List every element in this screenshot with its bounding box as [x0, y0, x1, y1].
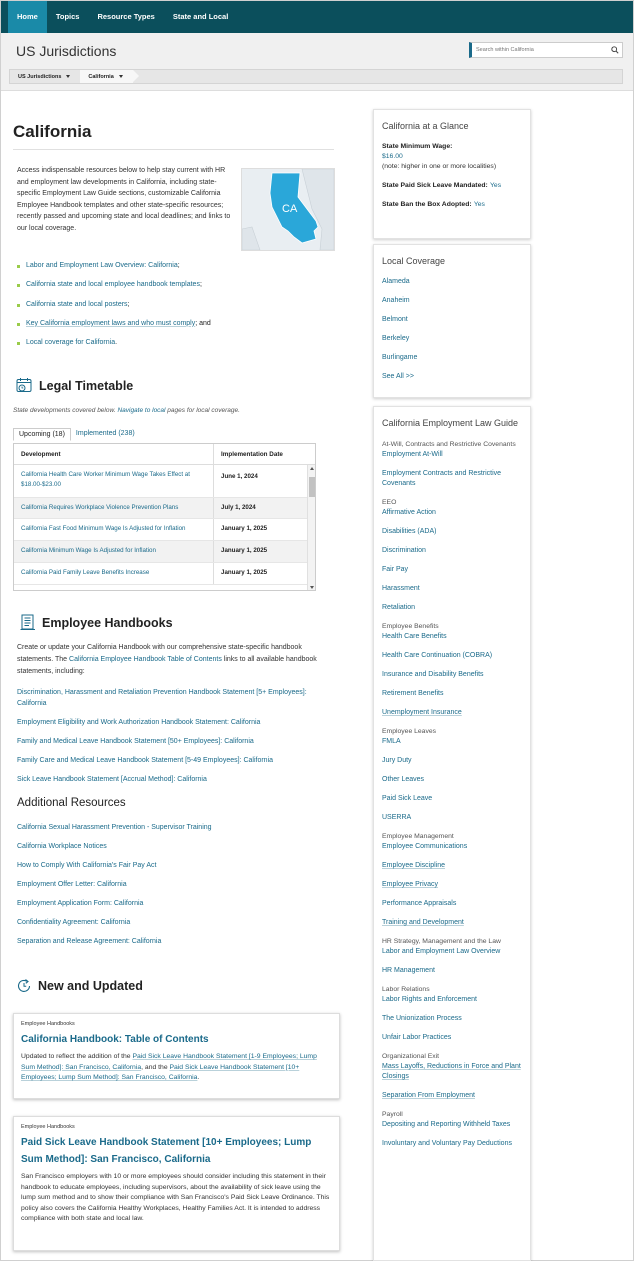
guide-group-label: HR Strategy, Management and the Law [382, 938, 501, 945]
list-item [17, 281, 337, 300]
guide-link[interactable]: Separation From Employment [382, 1092, 475, 1099]
handbook-link[interactable]: Employment Eligibility and Work Authorization Handbook Statement: California [17, 719, 261, 726]
development-link[interactable]: California Minimum Wage Is Adjusted for Inflation [14, 541, 214, 562]
handbook-link[interactable]: Discrimination, Harassment and Retaliation Prevention Handbook Statement [5+ Employees]: California [17, 689, 307, 707]
table-scrollbar[interactable] [307, 465, 315, 591]
calendar-clock-icon [16, 377, 33, 394]
resource-link[interactable]: California Workplace Notices [17, 843, 107, 850]
intro-links [17, 262, 337, 358]
guide-link[interactable]: Health Care Continuation (COBRA) [382, 652, 493, 659]
column-header-date: Implementation Date [221, 451, 283, 458]
implementation-date: January 1, 2025 [221, 569, 268, 576]
guide-link[interactable]: Mass Layoffs, Reductions in Force and Plant Closings [382, 1063, 521, 1080]
guide-link[interactable]: Discrimination [382, 547, 426, 554]
scrollbar-thumb[interactable] [309, 477, 315, 497]
map-state-label: CA [282, 203, 298, 215]
breadcrumb-label: US Jurisdictions [18, 73, 62, 80]
list-item [17, 339, 337, 358]
guide-link[interactable]: Employee Privacy [382, 881, 439, 888]
link-suffix: ; [199, 281, 202, 289]
bullet-icon [17, 284, 20, 287]
guide-link[interactable]: Other Leaves [382, 776, 425, 783]
guide-link[interactable]: The Unionization Process [382, 1015, 462, 1022]
guide-link[interactable]: Depositing and Reporting Withheld Taxes [382, 1121, 511, 1128]
min-wage-value: $16.00 [382, 153, 403, 160]
sick-leave-row [382, 180, 522, 189]
guide-link[interactable]: Employment At-Will [382, 451, 443, 458]
breadcrumb [9, 69, 623, 84]
handbook-link[interactable]: Family Care and Medical Leave Handbook Statement [5-49 Employees]: California [17, 757, 274, 764]
implementation-date: January 1, 2025 [221, 547, 268, 554]
guide-link[interactable]: Unemployment Insurance [382, 709, 462, 716]
table-row [14, 541, 315, 563]
link-suffix: ; and [195, 319, 211, 327]
list-item [17, 262, 337, 281]
tab-implemented[interactable]: Implemented (238) [75, 430, 135, 437]
tab-upcoming[interactable]: Upcoming (18) [13, 428, 71, 441]
guide-link[interactable]: Health Care Benefits [382, 633, 447, 640]
handbook-links [17, 687, 337, 793]
nav-resource-types[interactable]: Resource Types [97, 12, 155, 21]
sick-leave-label: State Paid Sick Leave Mandated: [382, 182, 488, 189]
ban-box-value: Yes [473, 201, 485, 208]
link-law-overview[interactable]: Labor and Employment Law Overview: California [26, 262, 178, 269]
intro-text: links to all available handbook statements, including: [17, 656, 317, 675]
additional-resources-links [17, 824, 337, 957]
page-header [1, 33, 633, 91]
guide-link[interactable]: USERRA [382, 814, 412, 821]
table-header [14, 444, 315, 465]
breadcrumb-california[interactable] [80, 70, 132, 83]
guide-link[interactable]: Employee Discipline [382, 862, 446, 869]
handbook-toc-link[interactable]: California Employee Handbook Table of Contents [69, 656, 222, 663]
timetable-table [13, 443, 316, 591]
guide-link[interactable]: Paid Sick Leave [382, 795, 433, 802]
update-card [13, 1116, 340, 1251]
divider [13, 149, 334, 150]
link-handbook-templates[interactable]: California state and local employee handbook templates [26, 281, 200, 289]
bullet-icon [17, 265, 20, 268]
see-all-link[interactable]: See All >> [382, 373, 414, 380]
ban-box-row [382, 199, 522, 208]
chevron-down-icon [119, 75, 123, 78]
min-wage-note: (note: higher in one or more localities) [382, 163, 497, 170]
card-body: San Francisco employers with 10 or more employees should consider including this statement in their handbook to educate employees, including supervisors, about the availability of sick leave using the lump sum method and to show their compliance with San Francisco's Paid Sick Leave Ordinance. This policy also covers the California Healthy Workplaces, Healthy Families Act. It is intended to address compliance with both state and local law. [21, 1173, 330, 1222]
search-input[interactable] [472, 43, 602, 57]
table-row [14, 498, 315, 519]
development-link[interactable]: California Paid Family Leave Benefits Increase [14, 563, 214, 584]
guide-link[interactable]: Harassment [382, 585, 420, 592]
employee-handbooks-heading [20, 614, 173, 631]
card-body [21, 1052, 332, 1084]
search-box [469, 42, 623, 58]
guide-link[interactable]: Disabilities (ADA) [382, 528, 437, 535]
card-inline-link[interactable]: Paid Sick Leave Handbook Statement [10+ Employees; Lump Sum Method]: San Francisco, California [21, 1063, 300, 1081]
note-text: State developments covered below. [13, 407, 118, 414]
nav-topics[interactable]: Topics [55, 12, 80, 21]
box-title: Local Coverage [382, 256, 446, 266]
locality-link[interactable]: Berkeley [382, 335, 410, 342]
guide-link[interactable]: Labor and Employment Law Overview [382, 948, 501, 955]
section-title: Employee Handbooks [42, 615, 173, 630]
guide-link[interactable]: Performance Appraisals [382, 900, 457, 907]
guide-group-label: Employee Leaves [382, 728, 437, 735]
guide-link[interactable]: Fair Pay [382, 566, 409, 573]
min-wage-label: State Minimum Wage: [382, 143, 453, 150]
note-text: pages for local coverage. [165, 407, 240, 414]
guide-link[interactable]: Jury Duty [382, 757, 412, 764]
bullet-icon [17, 304, 20, 307]
locality-link[interactable]: Burlingame [382, 354, 418, 361]
development-link[interactable]: California Fast Food Minimum Wage Is Adjusted for Inflation [14, 519, 214, 540]
box-title: California at a Glance [382, 121, 469, 131]
link-key-laws[interactable]: Key California employment laws and who must comply [26, 319, 196, 327]
card-text: Updated to reflect the addition of the [21, 1053, 133, 1060]
locality-link[interactable]: Alameda [382, 278, 410, 285]
min-wage-row [382, 143, 522, 170]
guide-link[interactable]: Training and Development [382, 919, 464, 926]
nav-home[interactable]: Home [8, 1, 47, 33]
implementation-date: July 1, 2024 [221, 504, 256, 511]
table-row [14, 465, 315, 498]
guide-group-label: Payroll [382, 1111, 403, 1118]
state-title: California [13, 122, 92, 141]
guide-link[interactable]: Labor Rights and Enforcement [382, 996, 477, 1003]
guide-group-label: At-Will, Contracts and Restrictive Covenants [382, 441, 516, 448]
scroll-down-icon[interactable] [310, 586, 314, 589]
top-nav [1, 1, 633, 33]
at-a-glance-box [373, 109, 531, 239]
guide-link[interactable]: Affirmative Action [382, 509, 436, 516]
link-posters[interactable]: California state and local posters [26, 300, 128, 308]
guide-link[interactable]: Retirement Benefits [382, 690, 444, 697]
page-title: US Jurisdictions [16, 43, 117, 59]
handbook-icon [20, 614, 36, 631]
table-row [14, 563, 315, 585]
list-item [17, 320, 337, 339]
card-title-link[interactable]: California Handbook: Table of Contents [21, 1034, 209, 1045]
card-category: Employee Handbooks [21, 1021, 75, 1027]
sick-leave-value: Yes [490, 182, 502, 189]
guide-group-label: Organizational Exit [382, 1053, 440, 1060]
chevron-down-icon [66, 75, 70, 78]
navigate-local-link[interactable]: Navigate to local [117, 407, 166, 414]
guide-link[interactable]: FMLA [382, 738, 401, 745]
box-title: California Employment Law Guide [382, 418, 519, 428]
guide-link[interactable]: Employment Contracts and Restrictive Covenants [382, 470, 502, 487]
locality-link[interactable]: Anaheim [382, 297, 410, 304]
bullet-icon [17, 342, 20, 345]
local-coverage-box [373, 244, 531, 398]
development-link[interactable]: California Requires Workplace Violence Prevention Plans [14, 498, 214, 518]
section-title: New and Updated [38, 979, 143, 993]
implementation-date: June 1, 2024 [221, 473, 258, 480]
implementation-date: January 1, 2025 [221, 525, 268, 532]
legal-timetable-heading [16, 377, 133, 394]
guide-link[interactable]: HR Management [382, 967, 435, 974]
section-title: Legal Timetable [39, 378, 134, 393]
resource-link[interactable]: Separation and Release Agreement: California [17, 938, 162, 945]
handbook-link[interactable]: Sick Leave Handbook Statement [Accrual Method]: California [17, 776, 207, 783]
resource-link[interactable]: Employment Application Form: California [17, 900, 144, 907]
resource-link[interactable]: California Sexual Harassment Prevention - Supervisor Training [17, 824, 212, 831]
guide-group-label: Employee Management [382, 833, 454, 840]
bullet-icon [17, 323, 20, 326]
handbook-link[interactable]: Family and Medical Leave Handbook Statement [50+ Employees]: California [17, 738, 254, 745]
additional-resources-heading: Additional Resources [17, 797, 126, 809]
resource-link[interactable]: Employment Offer Letter: California [17, 881, 127, 888]
employment-law-guide-box [373, 406, 531, 1261]
link-suffix: . [115, 339, 118, 347]
guide-group-label: Employee Benefits [382, 623, 439, 630]
resource-link[interactable]: How to Comply With California's Fair Pay Act [17, 862, 157, 869]
nav-state-and-local[interactable]: State and Local [172, 12, 229, 21]
timetable-tabs [13, 428, 140, 441]
resource-link[interactable]: Confidentiality Agreement: California [17, 919, 131, 926]
guide-link[interactable]: Insurance and Disability Benefits [382, 671, 484, 678]
breadcrumb-label: California [88, 73, 114, 80]
breadcrumb-us-jurisdictions[interactable] [10, 70, 80, 83]
card-text: , and the [141, 1063, 170, 1071]
guide-link[interactable]: Employee Communications [382, 843, 468, 850]
table-row [14, 519, 315, 541]
california-map-image [241, 168, 335, 251]
refresh-clock-icon [16, 978, 32, 994]
handbooks-intro [17, 642, 335, 678]
guide-link[interactable]: Unfair Labor Practices [382, 1034, 452, 1041]
card-inline-link[interactable]: Paid Sick Leave Handbook Statement [1-9 Employees; Lump Sum Method]: San Francisco, California [21, 1053, 317, 1071]
guide-link[interactable]: Involuntary and Voluntary Pay Deductions [382, 1140, 512, 1147]
link-suffix: ; [127, 300, 130, 308]
timetable-note [13, 407, 240, 414]
column-header-development: Development [14, 444, 214, 464]
card-text: . [197, 1074, 200, 1081]
card-category: Employee Handbooks [21, 1124, 75, 1130]
intro-text: Access indispensable resources below to help stay current with HR and employment law developments in California, including state-specific Employment Law Guide sections, customizable California Employee Handbook templates and other state-specific resources; recently passed and upcoming state and local deadlines; and links to our local coverage. [17, 167, 231, 232]
intro-text: Create or update your California Handbook with our comprehensive state-specific handbook statements. The [17, 644, 302, 663]
guide-group-label: EEO [382, 499, 397, 506]
list-item [17, 301, 337, 320]
new-and-updated-heading [16, 978, 143, 994]
guide-group-label: Labor Relations [382, 986, 430, 993]
scroll-up-icon[interactable] [310, 467, 314, 470]
link-suffix: ; [177, 262, 180, 269]
search-icon[interactable] [611, 46, 619, 54]
ban-box-label: State Ban the Box Adopted: [382, 201, 472, 208]
link-local-coverage[interactable]: Local coverage for California [26, 339, 116, 347]
development-link[interactable]: California Health Care Worker Minimum Wage Takes Effect at $18.00-$23.00 [14, 465, 214, 497]
card-title-link[interactable]: Paid Sick Leave Handbook Statement [10+ Employees; Lump Sum Method]: San Francisco, California [21, 1137, 312, 1165]
locality-link[interactable]: Belmont [382, 316, 408, 323]
guide-link[interactable]: Retaliation [382, 604, 416, 611]
update-card [13, 1013, 340, 1099]
